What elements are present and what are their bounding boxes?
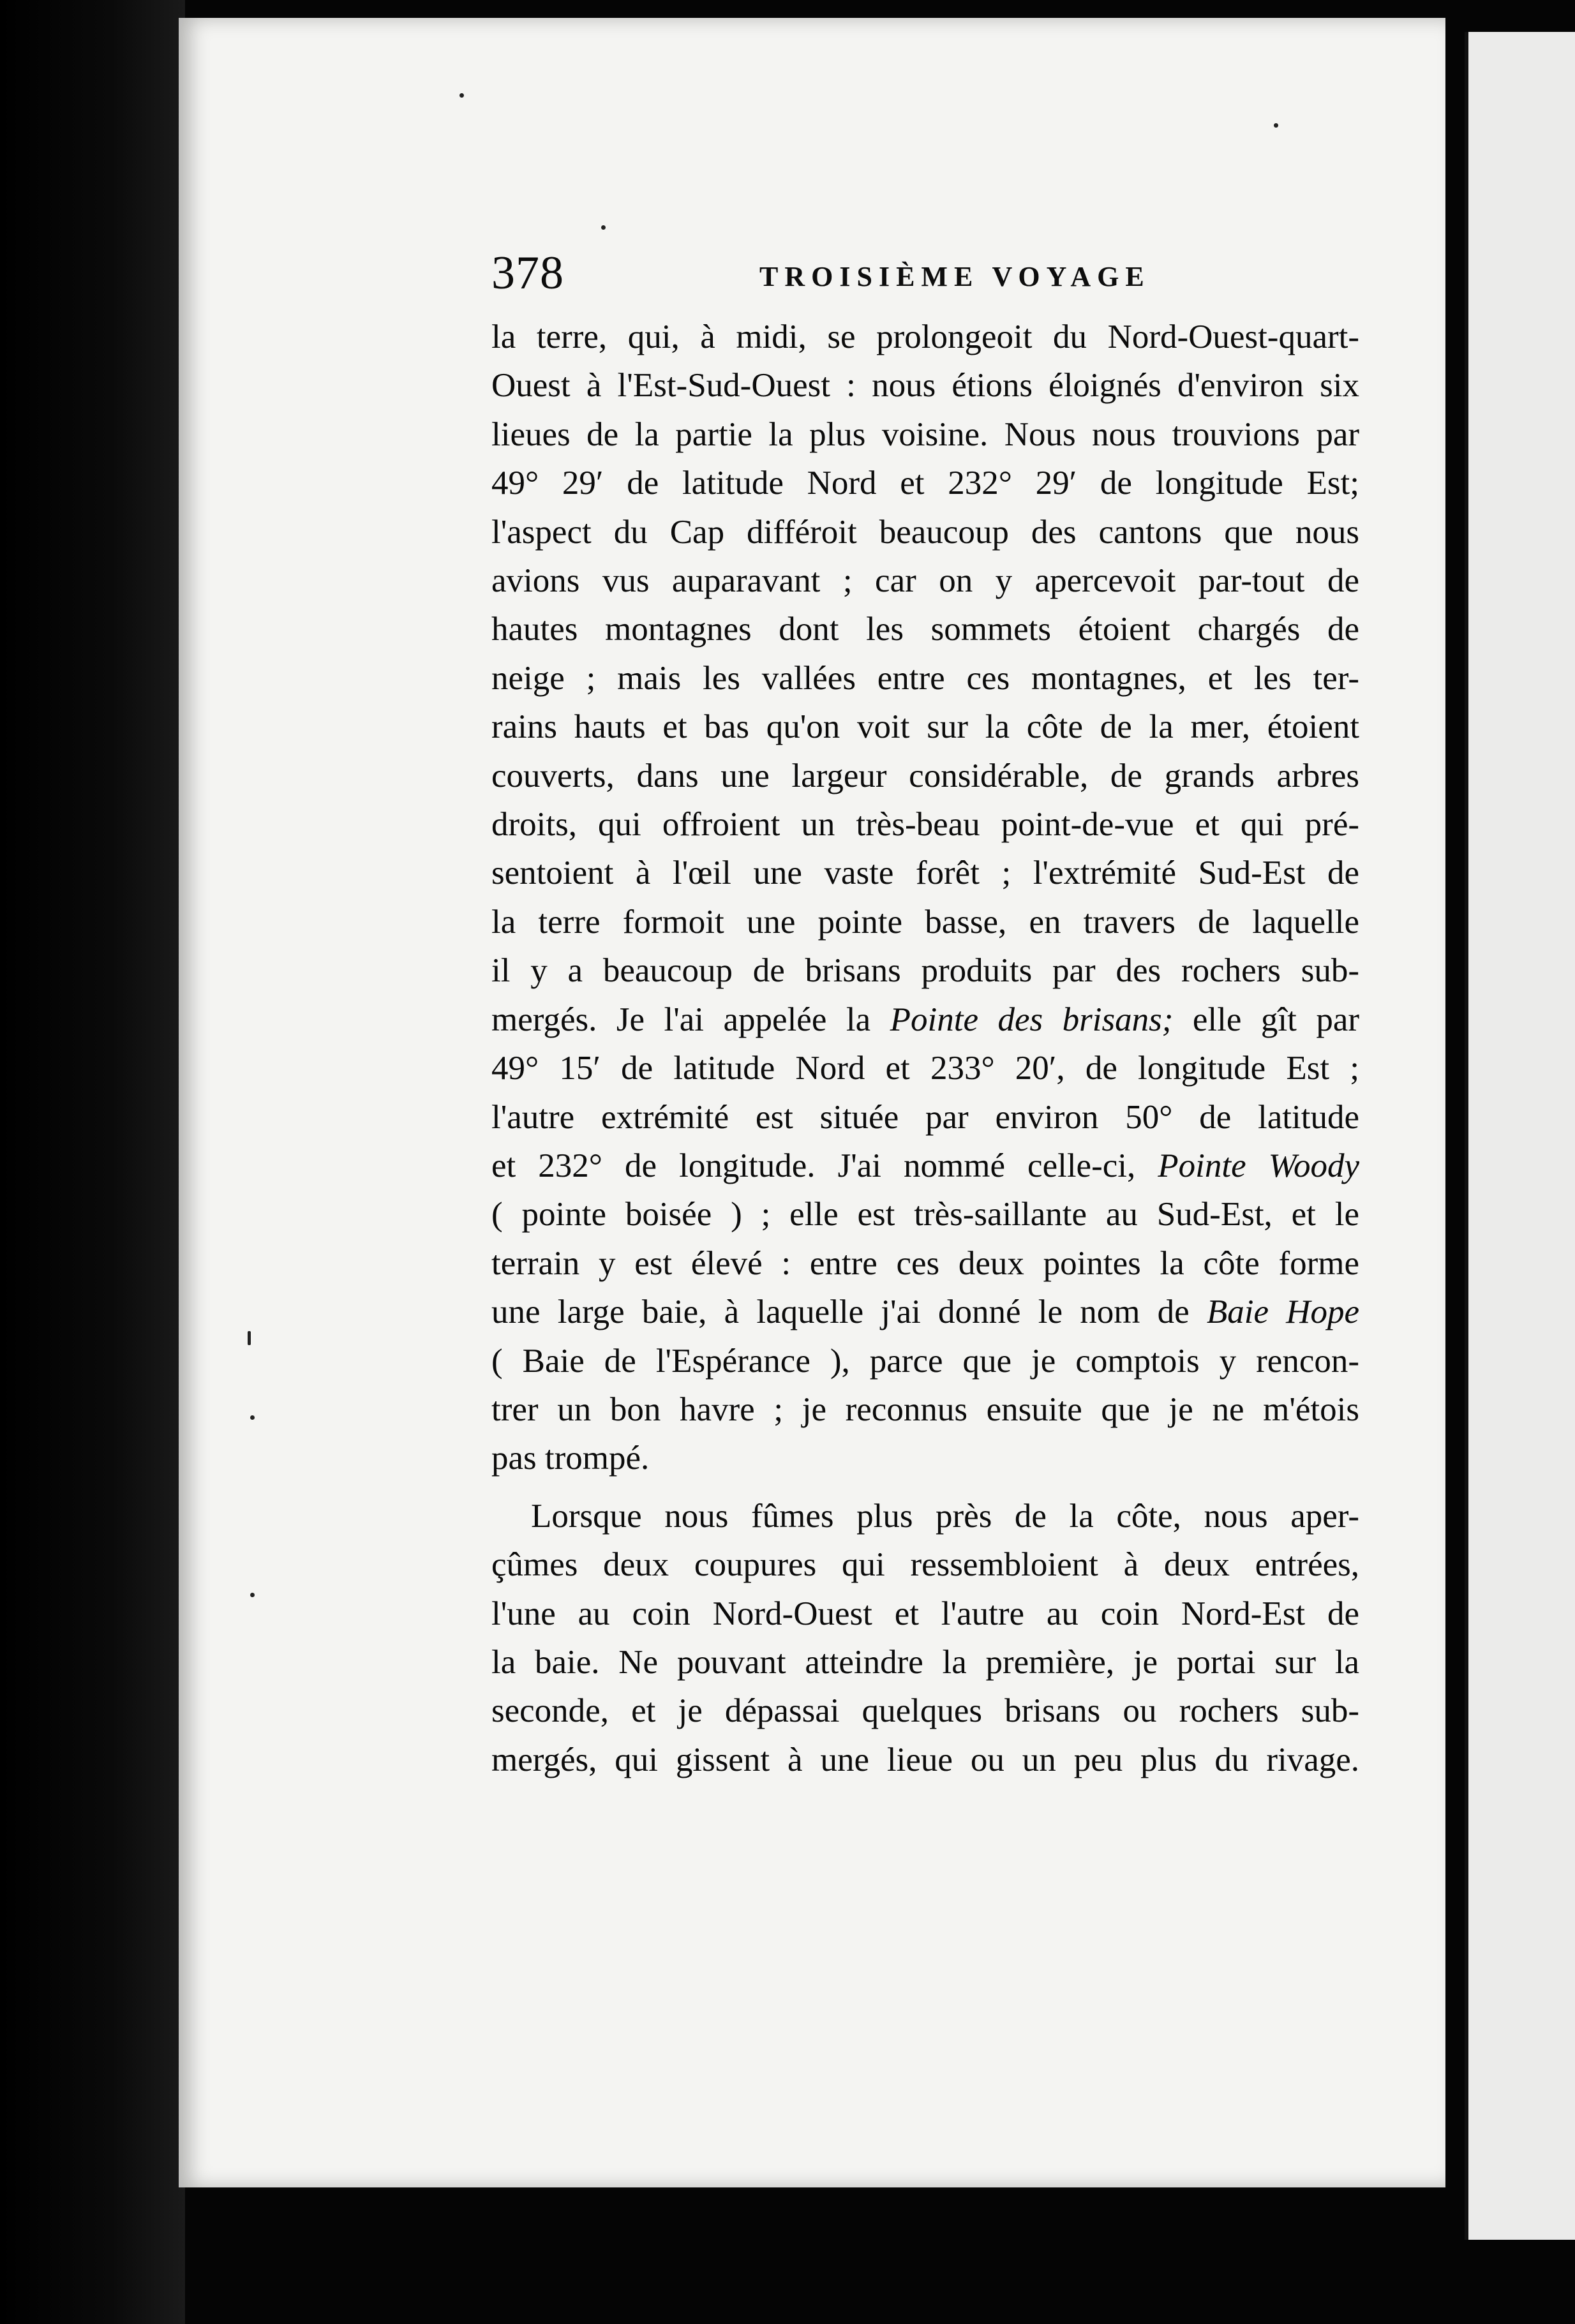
text-line: trer un bon havre ; je reconnus ensuite que je ne m'étois	[491, 1390, 1359, 1428]
ink-speck	[1274, 123, 1278, 128]
next-page-edge	[1465, 32, 1575, 2240]
text-segment: une large baie, à laquelle j'ai donné le nom de	[491, 1293, 1190, 1331]
paragraph-1	[491, 313, 1359, 1483]
text-line: pas trompé.	[491, 1440, 650, 1477]
text-line: seconde, et je dépassai quelques brisans ou rochers sub-	[491, 1692, 1359, 1730]
text-line-mixed	[491, 1288, 1359, 1336]
text-line: Lorsque nous fûmes plus près de la côte, nous aper-	[531, 1497, 1359, 1535]
ink-speck	[459, 93, 464, 98]
text-line: la terre formoit une pointe basse, en travers de laquelle	[491, 903, 1359, 941]
page-number: 378	[491, 247, 564, 299]
text-line: neige ; mais les vallées entre ces montagnes, et les ter-	[491, 659, 1359, 697]
page-header	[491, 242, 1359, 313]
text-line-mixed	[491, 995, 1359, 1044]
text-line: ( Baie de l'Espérance ), parce que je comptois y rencon-	[491, 1342, 1359, 1380]
italic-place-name: Pointe Woody	[1158, 1147, 1359, 1184]
ink-speck	[248, 1331, 251, 1345]
ink-speck	[601, 225, 606, 230]
running-title: TROISIÈME VOYAGE	[759, 261, 1151, 292]
text-line: la terre, qui, à midi, se prolongeoit du Nord-Ouest-quart-	[491, 318, 1359, 355]
text-line: lieues de la partie la plus voisine. Nous nous trouvions par	[491, 415, 1359, 453]
paragraph-2	[491, 1492, 1359, 1784]
text-line: l'une au coin Nord-Ouest et l'autre au coin Nord-Est de	[491, 1595, 1359, 1632]
book-spine-shadow	[0, 0, 185, 2324]
text-line: avions vus auparavant ; car on y apercevoit par-tout de	[491, 562, 1359, 600]
text-line: l'autre extrémité est située par environ 50° de latitude	[491, 1098, 1359, 1136]
text-line: rains hauts et bas qu'on voit sur la côte de la mer, étoient	[491, 708, 1359, 746]
text-line: 49° 29′ de latitude Nord et 232° 29′ de longitude Est;	[491, 465, 1359, 502]
ink-speck	[250, 1593, 255, 1597]
text-line: terrain y est élevé : entre ces deux pointes la côte forme	[491, 1244, 1359, 1282]
text-line: Ouest à l'Est-Sud-Ouest : nous étions éloignés d'environ six	[491, 367, 1359, 405]
text-line: çûmes deux coupures qui ressembloient à deux entrées,	[491, 1546, 1359, 1584]
text-line: l'aspect du Cap différoit beaucoup des cantons que nous	[491, 513, 1359, 551]
italic-place-name: Pointe des brisans;	[890, 1001, 1174, 1038]
text-line: hautes montagnes dont les sommets étoient chargés de	[491, 611, 1359, 648]
text-line: couverts, dans une largeur considérable, de grands arbres	[491, 757, 1359, 794]
text-line: ( pointe boisée ) ; elle est très-saillante au Sud-Est, et le	[491, 1196, 1359, 1233]
text-segment: elle gît par	[1192, 1001, 1360, 1038]
text-segment: et 232° de longitude. J'ai nommé celle-ci,	[491, 1147, 1136, 1184]
italic-place-name: Baie Hope	[1206, 1293, 1359, 1331]
text-line: sentoient à l'œil une vaste forêt ; l'extrémité Sud-Est de	[491, 854, 1359, 892]
text-line-mixed	[491, 1142, 1359, 1190]
text-line: 49° 15′ de latitude Nord et 233° 20′, de longitude Est ;	[491, 1050, 1359, 1087]
text-line: il y a beaucoup de brisans produits par des rochers sub-	[491, 952, 1359, 990]
text-line: droits, qui offroient un très-beau point-de-vue et qui pré-	[491, 806, 1359, 844]
text-line: mergés, qui gissent à une lieue ou un peu plus du rivage.	[491, 1741, 1359, 1778]
body-text	[491, 313, 1359, 1784]
text-line: la baie. Ne pouvant atteindre la première, je portai sur la	[491, 1643, 1359, 1681]
text-segment: mergés. Je l'ai appelée la	[491, 1001, 871, 1038]
ink-speck	[250, 1415, 255, 1420]
